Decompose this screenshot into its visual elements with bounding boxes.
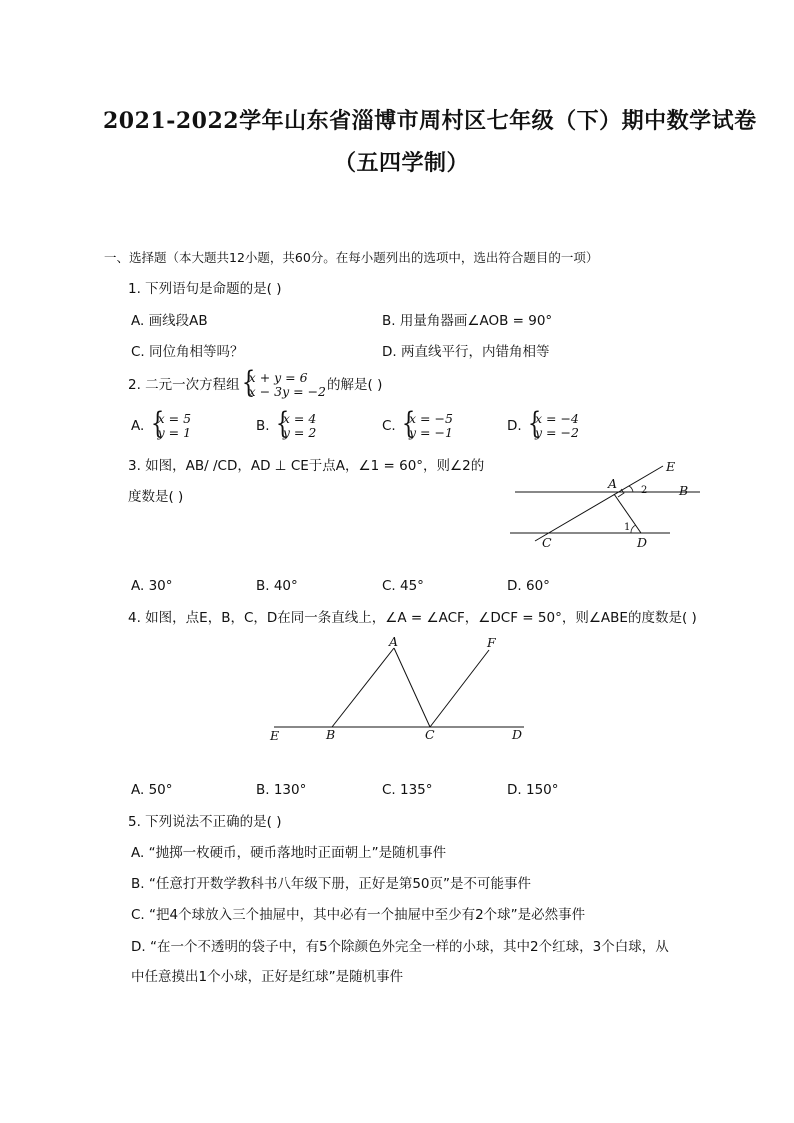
q3-label-c: C	[542, 535, 552, 550]
q5-option-a: A. “抛掷一枚硬币，硬币落地时正面朝上”是随机事件	[131, 845, 447, 861]
q4-option-c: C. 135°	[382, 782, 433, 798]
q4-label-e: E	[270, 728, 280, 743]
q3-line-ce	[535, 466, 663, 541]
q3-option-d: D. 60°	[507, 578, 550, 594]
q3-angle2-arc	[629, 486, 633, 492]
q2-option-a-label: A.	[131, 418, 145, 434]
q1-option-b: B. 用量角器画∠AOB = 90°	[382, 313, 553, 329]
q4-label-b: B	[326, 727, 336, 742]
q2-option-c-label: C.	[382, 418, 396, 434]
q4-option-b: B. 130°	[256, 782, 307, 798]
q5-option-d-line1: D. “在一个不透明的袋子中，有5个除颜色外完全一样的小球，其中2个红球，3个白球，从	[131, 939, 669, 955]
q2-stem	[128, 371, 382, 399]
q3-option-b: B. 40°	[256, 578, 298, 594]
q4-line-ab	[332, 648, 394, 727]
q2-option-d-eq1: { x = −4	[534, 411, 579, 426]
q5-option-d-line2: 中任意摸出1个小球，正好是红球”是随机事件	[131, 969, 404, 985]
q3-label-e: E	[666, 459, 676, 474]
q2-option-b	[256, 412, 317, 440]
q4-option-a: A. 50°	[131, 782, 173, 798]
q4-stem: 4. 如图，点E，B，C，D在同一条直线上，∠A = ∠ACF，∠DCF = 50°，则∠ABE的度数是( )	[128, 610, 697, 626]
q2-option-b-eq1: { x = 4	[282, 411, 317, 426]
q3-option-c: C. 45°	[382, 578, 424, 594]
q1-option-d: D. 两直线平行，内错角相等	[382, 344, 550, 360]
section-heading: 一、选择题（本大题共12小题，共60分。在每小题列出的选项中，选出符合题目的一项）	[104, 250, 599, 265]
q4-line-cf	[430, 650, 489, 727]
q3-figure	[505, 455, 715, 555]
q4-label-c: C	[425, 727, 435, 742]
q4-label-d: D	[512, 727, 523, 742]
q3-stem-line1: 3. 如图，AB/ /CD，AD ⊥ CE于点A，∠1 = 60°，则∠2的	[128, 458, 485, 474]
q2-option-a-eq2: y = 1	[157, 425, 192, 440]
q5-stem: 5. 下列说法不正确的是( )	[128, 814, 282, 830]
q2-option-d-label: D.	[507, 418, 522, 434]
q5-option-b: B. “任意打开数学教科书八年级下册，正好是第50页”是不可能事件	[131, 876, 532, 892]
q2-equation-1: { x + y = 6	[248, 370, 308, 385]
q4-option-d: D. 150°	[507, 782, 559, 798]
q2-option-b-eq2: y = 2	[282, 425, 317, 440]
q2-option-c-eq1: { x = −5	[409, 411, 453, 426]
q3-label-2: 2	[641, 485, 648, 496]
q2-equation-2: x − 3y = −2	[248, 384, 327, 399]
q1-stem: 1. 下列语句是命题的是( )	[128, 281, 282, 297]
q5-option-c: C. “把4个球放入三个抽屉中，其中必有一个抽屉中至少有2个球”是必然事件	[131, 907, 586, 923]
q4-line-ac	[394, 648, 430, 727]
q4-figure	[262, 630, 537, 745]
q3-angle1-arc	[631, 525, 636, 533]
q1-option-a: A. 画线段AB	[131, 313, 208, 329]
q2-equation-system	[241, 371, 326, 399]
q2-option-d	[507, 412, 580, 440]
exam-title-line1: 2021-2022学年山东省淄博市周村区七年级（下）期中数学试卷	[103, 108, 757, 134]
q2-option-a	[131, 412, 192, 440]
q1-option-c: C. 同位角相等吗？	[131, 344, 244, 360]
q3-stem-line2: 度数是( )	[128, 489, 184, 505]
q4-label-f: F	[487, 635, 496, 650]
q2-option-d-eq2: y = −2	[534, 425, 579, 440]
q2-option-a-eq1: { x = 5	[157, 411, 192, 426]
q2-stem-suffix: 的解是( )	[327, 377, 383, 393]
q3-label-b: B	[679, 483, 689, 498]
exam-title-line2: （五四学制）	[334, 150, 470, 176]
q2-option-c	[382, 412, 454, 440]
q2-option-b-label: B.	[256, 418, 270, 434]
q3-label-a: A	[608, 476, 618, 491]
q4-label-a: A	[389, 634, 399, 649]
q3-label-1: 1	[624, 522, 631, 533]
q3-option-a: A. 30°	[131, 578, 173, 594]
q3-label-d: D	[637, 535, 648, 550]
q2-option-c-eq2: y = −1	[409, 425, 453, 440]
q2-stem-prefix: 2. 二元一次方程组	[128, 377, 240, 393]
